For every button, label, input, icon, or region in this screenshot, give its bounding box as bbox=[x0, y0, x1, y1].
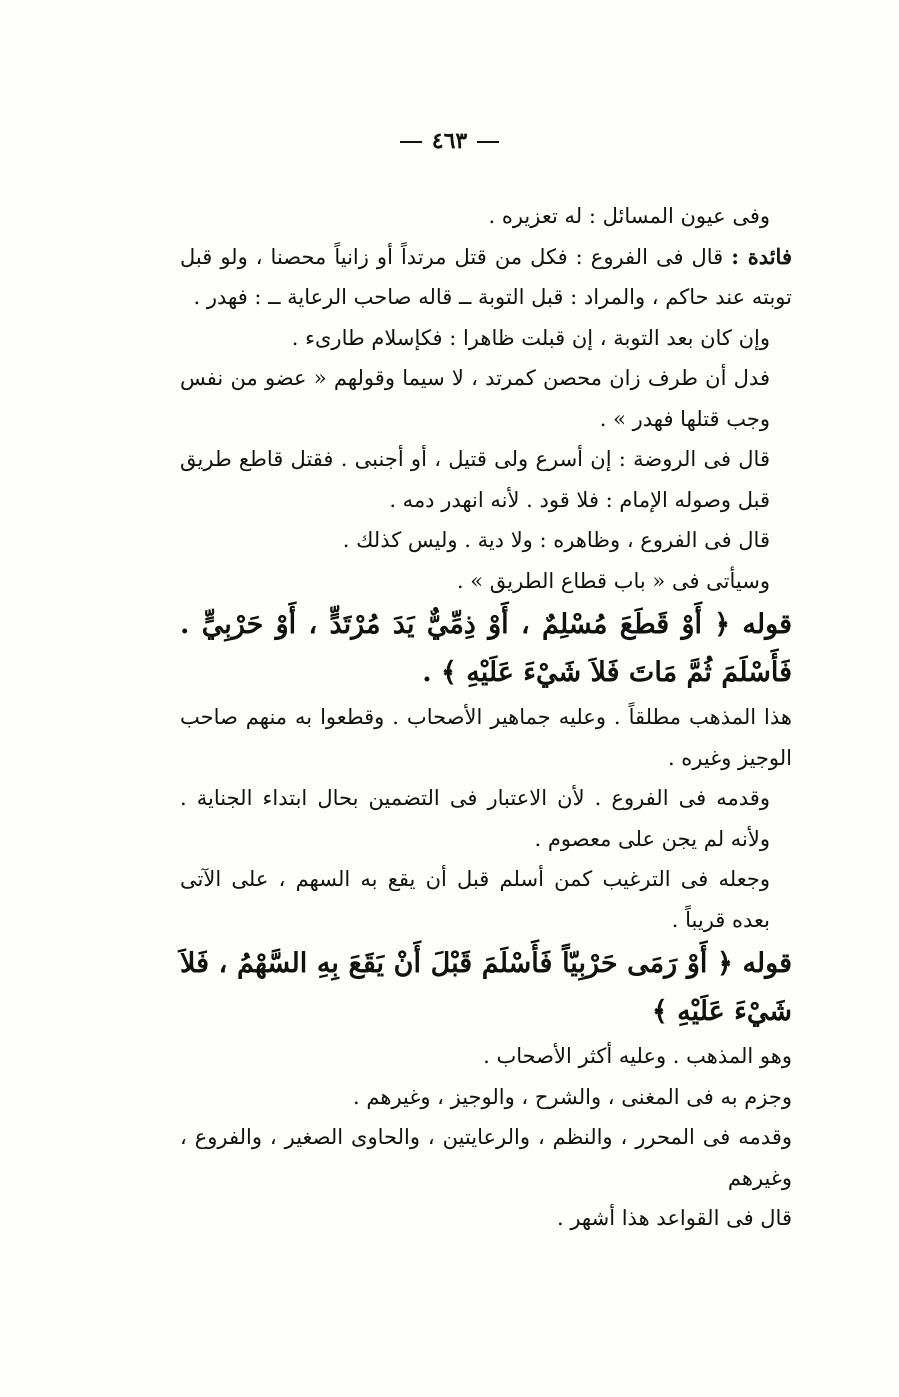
paragraph-2 bbox=[180, 237, 792, 318]
paragraph-6: قال فى الفروع ، وظاهره : ولا دية . وليس كذلك . bbox=[342, 528, 770, 552]
quoted-text-1: قوله ﴿ أَوْ قَطَعَ مُسْلِمٌ ، أَوْ ذِمِّيٌّ يَدَ مُرْتَدٍّ ، أَوْ حَرْبِيٍّ . فَأَسْلَمَ ثُمَّ مَاتَ فَلاَ شَيْءَ عَلَيْهِ ﴾ . bbox=[180, 609, 792, 688]
fawaid-label: فائدة : bbox=[731, 243, 792, 269]
paragraph-13: وهو المذهب . وعليه أكثر الأصحاب . bbox=[483, 1044, 792, 1068]
paragraph-9: هذا المذهب مطلقاً . وعليه جماهير الأصحاب . وقطعوا به منهم صاحب الوجيز وغيره . bbox=[180, 705, 792, 770]
paragraph-15: وقدمه فى المحرر ، والنظم ، والرعايتين ، والحاوى الصغير ، والفروع ، وغيرهم bbox=[180, 1125, 792, 1190]
paragraph-16: قال فى القواعد هذا أشهر . bbox=[556, 1206, 792, 1230]
paragraph-5: قال فى الروضة : إن أسرع ولى قتيل ، أو أجنبى . فقتل قاطع طريق قبل وصوله الإمام : فلا قود . لأنه انهدر دمه . bbox=[180, 447, 770, 512]
quoted-text-2: قوله ﴿ أَوْ رَمَى حَرْبِيّاً فَأَسْلَمَ قَبْلَ أَنْ يَقَعَ بِهِ السَّهْمُ ، فَلاَ شَيْءَ عَلَيْهِ ﴾ bbox=[180, 948, 792, 1027]
paragraph-1: وفى عيون المسائل : له تعزيره . bbox=[488, 204, 770, 228]
paragraph-14: وجزم به فى المغنى ، والشرح ، والوجيز ، وغيرهم . bbox=[353, 1084, 792, 1109]
paragraph-4: فدل أن طرف زان محصن كمرتد ، لا سيما وقولهم « عضو من نفس وجب قتلها فهدر » . bbox=[180, 366, 770, 431]
body-text bbox=[180, 196, 792, 1239]
paragraph-2-text: قال فى الفروع : فكل من قتل مرتداً أو زانياً محصنا ، ولو قبل توبته عند حاكم ، والمراد : قبل التوبة ــ قاله صاحب الرعاية ــ : فهدر . bbox=[180, 244, 792, 309]
paragraph-10: وقدمه فى الفروع . لأن الاعتبار فى التضمين بحال ابتداء الجناية . ولأنه لم يجن على معصوم . bbox=[180, 786, 770, 851]
paragraph-11: وجعله فى الترغيب كمن أسلم قبل أن يقع به السهم ، على الآتى بعده قريباً . bbox=[180, 867, 770, 932]
dash-left bbox=[400, 141, 422, 143]
page-number bbox=[0, 128, 899, 154]
dash-right bbox=[477, 141, 499, 143]
paragraph-3: وإن كان بعد التوبة ، إن قبلت ظاهرا : فكإسلام طارىء . bbox=[291, 325, 770, 350]
page-number-value: ٤٦٣ bbox=[431, 128, 468, 154]
paragraph-7: وسيأتى فى « باب قطاع الطريق » . bbox=[456, 568, 770, 593]
